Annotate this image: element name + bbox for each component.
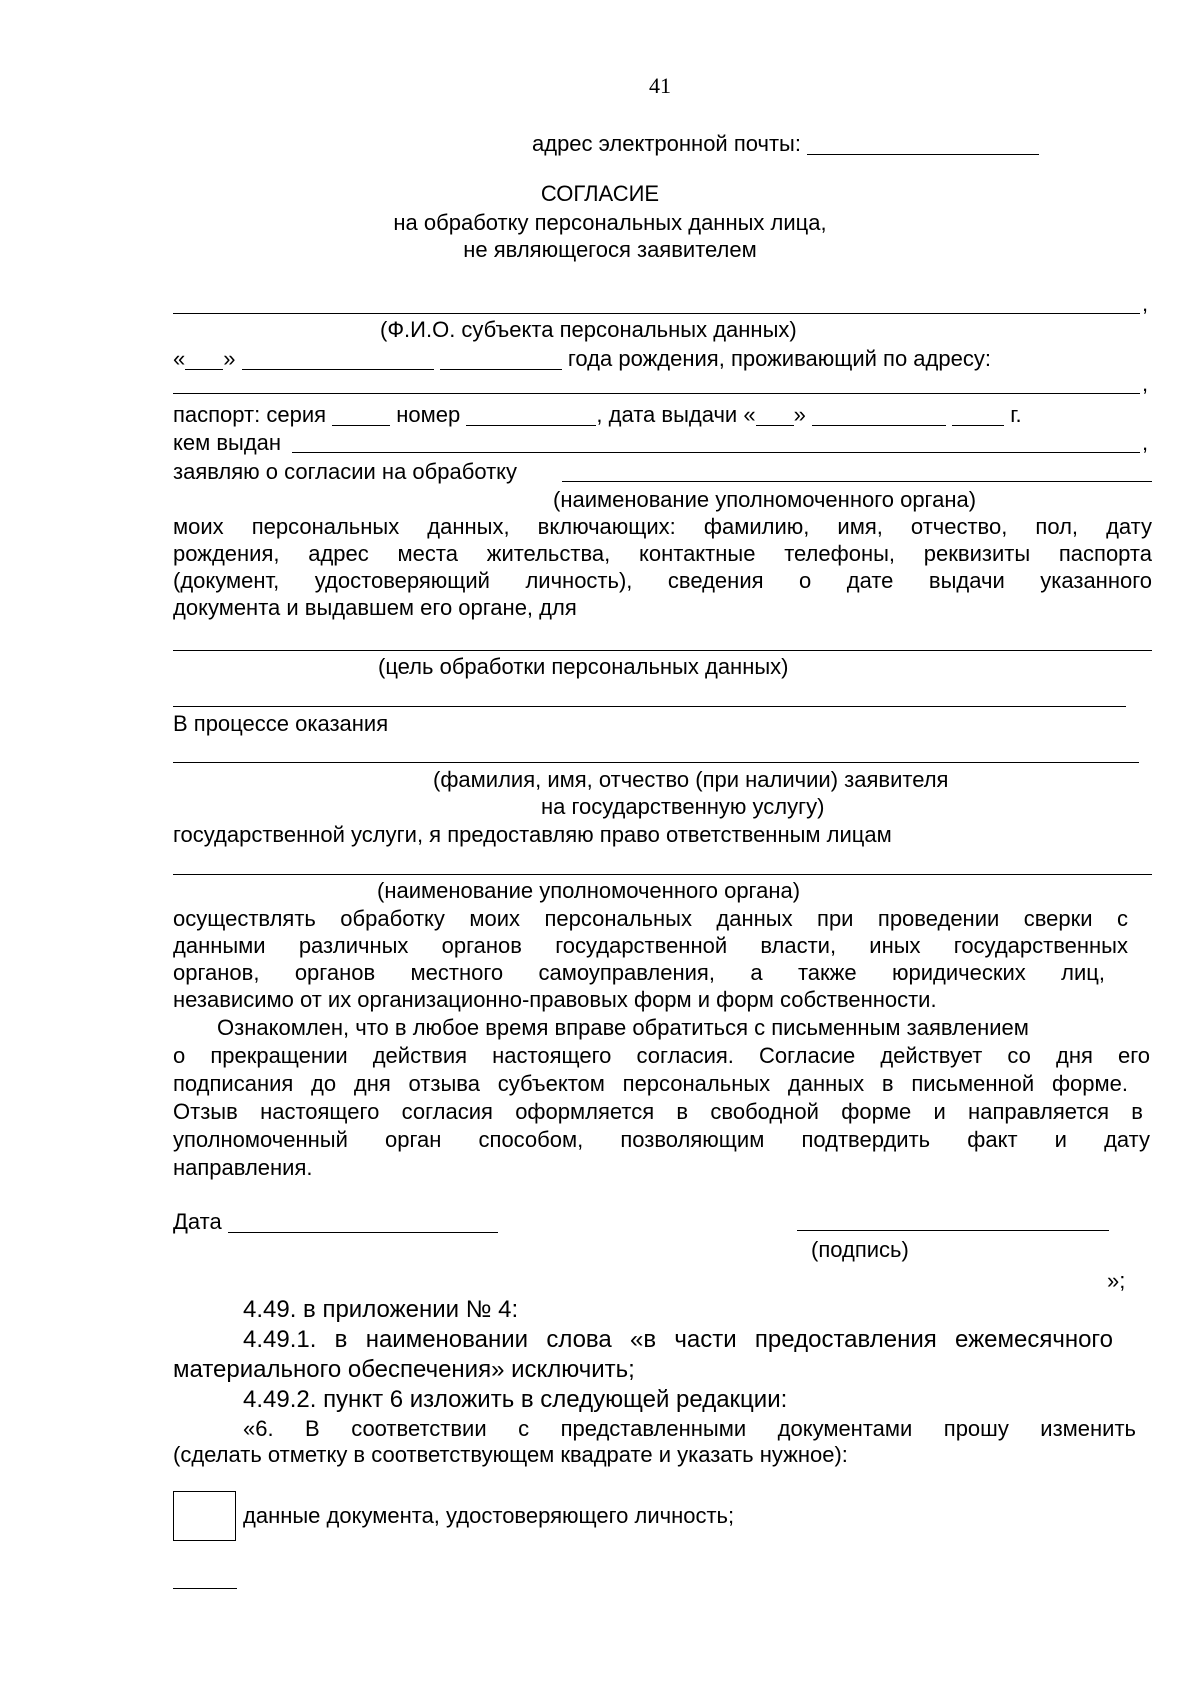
birth-close-quote: »: [223, 346, 236, 371]
consent-subtitle-2: не являющегося заявителем: [463, 237, 757, 262]
applicant-caption-2: на государственную услугу): [541, 794, 825, 819]
auth-body-blank-line-1: [562, 481, 1152, 482]
item-6-line-2: (сделать отметку в соответствующем квадрате и указать нужное):: [173, 1442, 848, 1467]
consent-declare-label: заявляю о согласии на обработку: [173, 459, 518, 484]
passport-series-label: паспорт: серия: [173, 402, 327, 427]
auth-body-blank-line-2: [173, 874, 1152, 875]
signature-blank-line: [797, 1230, 1109, 1231]
passport-number-blank: [466, 405, 596, 426]
fio-caption: (Ф.И.О. субъекта персональных данных): [380, 317, 797, 342]
applicant-blank-line: [173, 762, 1139, 763]
pd-paragraph-line-2: рождения, адрес места жительства, контактные телефоны, реквизиты паспорта: [173, 541, 1152, 566]
passport-number-label: номер: [396, 402, 461, 427]
checkbox-label: данные документа, удостоверяющего личность;: [243, 1503, 735, 1528]
signature-caption: (подпись): [811, 1237, 909, 1262]
date-label: Дата: [173, 1209, 222, 1234]
applicant-caption-1: (фамилия, имя, отчество (при наличии) заявителя: [433, 767, 949, 792]
closing-quote: »;: [1107, 1268, 1126, 1293]
passport-day-blank: [756, 405, 794, 426]
date-blank: [228, 1212, 498, 1233]
processing-paragraph-line-3: органов, органов местного самоуправления, а также юридических лиц,: [173, 960, 1105, 985]
footnote-separator: [173, 1588, 237, 1589]
address-blank-line: [173, 393, 1140, 394]
passport-month-blank: [812, 405, 946, 426]
ack-paragraph-line-4: Отзыв настоящего согласия оформляется в свободной форме и направляется в: [173, 1099, 1143, 1124]
email-label: адрес электронной почты:: [532, 131, 801, 156]
auth-body-caption-2: (наименование уполномоченного органа): [377, 878, 801, 903]
in-process-label: В процессе оказания: [173, 711, 389, 736]
birth-year-blank: [440, 349, 562, 370]
auth-body-caption-1: (наименование уполномоченного органа): [553, 487, 977, 512]
processing-paragraph-line-1: осуществлять обработку моих персональных данных при проведении сверки с: [173, 906, 1128, 931]
issued-by-label: кем выдан: [173, 430, 282, 455]
passport-year-label: г.: [1010, 402, 1022, 427]
birth-open-quote: «: [173, 346, 186, 371]
passport-series-blank: [332, 405, 390, 426]
ack-paragraph-line-5: уполномоченный орган способом, позволяющим подтвердить факт и дату: [173, 1127, 1150, 1152]
passport-year-blank: [952, 405, 1004, 426]
item-4-49-2: 4.49.2. пункт 6 изложить в следующей редакции:: [243, 1386, 788, 1413]
page-number: 41: [649, 73, 671, 98]
consent-title: СОГЛАСИЕ: [540, 181, 660, 206]
purpose-blank-line: [173, 650, 1152, 651]
identity-document-checkbox[interactable]: [173, 1491, 236, 1541]
email-line: [532, 130, 1039, 157]
item-4-49-1-line-1: 4.49.1. в наименовании слова «в части предоставления ежемесячного: [243, 1326, 1113, 1353]
address-comma: ,: [1142, 371, 1149, 396]
item-4-49: 4.49. в приложении № 4:: [243, 1296, 519, 1323]
issued-by-blank-line: [292, 452, 1140, 453]
ack-paragraph-line-2: о прекращении действия настоящего согласия. Согласие действует со дня его: [173, 1043, 1150, 1068]
processing-paragraph-line-4: независимо от их организационно-правовых форм и форм собственности.: [173, 987, 937, 1012]
passport-issue-date-label: , дата выдачи «: [596, 402, 756, 427]
pd-paragraph-line-4: документа и выдавшем его органе, для: [173, 595, 577, 620]
birth-text: года рождения, проживающий по адресу:: [567, 346, 991, 371]
issued-by-comma: ,: [1142, 430, 1149, 455]
ack-paragraph-line-3: подписания до дня отзыва субъектом персональных данных в письменной форме.: [173, 1071, 1128, 1096]
passport-line: [173, 401, 1022, 428]
ack-paragraph-line-1: Ознакомлен, что в любое время вправе обратиться с письменным заявлением: [217, 1015, 1029, 1040]
ack-paragraph-line-6: направления.: [173, 1155, 313, 1180]
item-6-line-1: «6. В соответствии с представленными документами прошу изменить: [243, 1416, 1136, 1441]
purpose-blank-line-2: [173, 706, 1126, 707]
passport-quote-close: »: [793, 402, 806, 427]
pd-paragraph-line-3: (документ, удостоверяющий личность), сведения о дате выдачи указанного: [173, 568, 1152, 593]
fio-blank-line: [173, 313, 1140, 314]
processing-paragraph-line-2: данными различных органов государственной власти, иных государственных: [173, 933, 1128, 958]
birth-line: [173, 345, 991, 372]
date-line: [173, 1208, 498, 1235]
pd-paragraph-line-1: моих персональных данных, включающих: фамилию, имя, отчество, пол, дату: [173, 514, 1152, 539]
purpose-caption: (цель обработки персональных данных): [378, 654, 789, 679]
consent-subtitle-1: на обработку персональных данных лица,: [393, 210, 827, 235]
gov-service-line: государственной услуги, я предоставляю право ответственным лицам: [173, 822, 892, 847]
email-blank: [807, 134, 1039, 155]
item-4-49-1-line-2: материального обеспечения» исключить;: [173, 1356, 635, 1383]
birth-day-blank: [185, 349, 223, 370]
birth-month-blank: [242, 349, 434, 370]
fio-comma: ,: [1142, 291, 1149, 316]
